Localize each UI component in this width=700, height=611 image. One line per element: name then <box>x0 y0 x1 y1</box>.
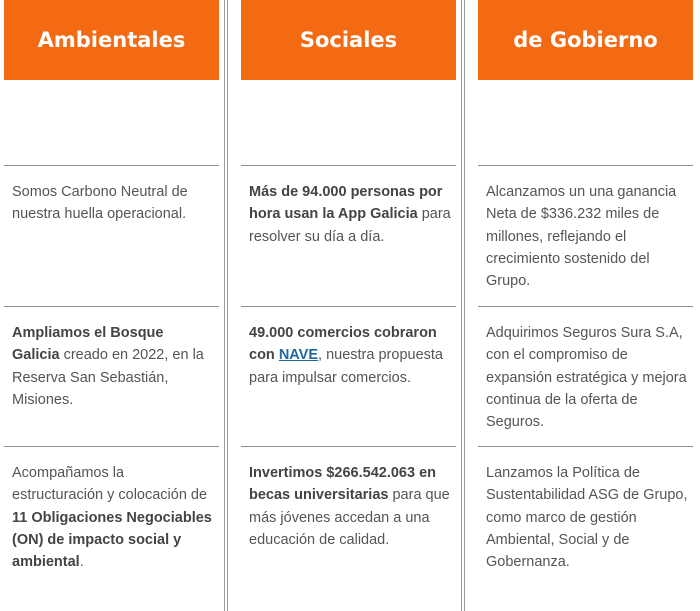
bold-text: Más de 94.000 personas por hora usan la App Galicia <box>249 184 443 223</box>
column-de-gobierno <box>478 0 693 571</box>
cell <box>249 181 452 248</box>
cell-text: Alcanzamos un una ganancia Neta de $336.232 miles de millones, reflejando el crecimiento sostenido del Grupo. <box>486 184 677 290</box>
cell-text: , nuestra propuesta para impulsar comercios. <box>249 347 443 386</box>
row-separator <box>4 306 219 307</box>
cell <box>12 462 215 573</box>
cell-text: Somos Carbono Neutral de nuestra huella operacional. <box>12 184 188 223</box>
row-separator <box>478 165 693 166</box>
bold-text: Invertimos $266.542.063 en becas universitarias <box>249 465 437 504</box>
cell <box>12 322 215 411</box>
cell-text: . <box>79 554 84 571</box>
row-separator <box>241 446 456 447</box>
cell-text: creado en 2022, en la Reserva San Sebastián, Misiones. <box>12 347 204 408</box>
row-separator <box>241 165 456 166</box>
column-header: Sociales <box>241 0 456 80</box>
cell <box>486 181 689 292</box>
cell <box>12 181 215 226</box>
row-separator <box>478 306 693 307</box>
cell-text: para que más jóvenes accedan a una educación de calidad. <box>249 487 450 548</box>
column-ambientales <box>4 0 219 571</box>
column-divider <box>461 0 465 611</box>
column-header: Ambientales <box>4 0 219 80</box>
nave-link[interactable]: NAVE <box>278 347 319 364</box>
cell-text: Lanzamos la Política de Sustentabilidad ASG de Grupo, como marco de gestión Ambiental, Social y de Gobernanza. <box>486 465 688 571</box>
row-separator <box>478 446 693 447</box>
cell-text: para resolver su día a día. <box>249 206 451 245</box>
column-divider <box>224 0 228 611</box>
row-separator <box>241 306 456 307</box>
cell <box>249 462 452 551</box>
cell <box>486 322 689 433</box>
column-header: de Gobierno <box>478 0 693 80</box>
cell <box>486 462 689 573</box>
row-separator <box>4 165 219 166</box>
cell-text: Acompañamos la estructuración y colocación de <box>12 465 208 504</box>
cell <box>249 322 452 389</box>
cell-text: Adquirimos Seguros Sura S.A, con el compromiso de expansión estratégica y mejora continua de la oferta de Seguros. <box>486 325 687 431</box>
row-separator <box>4 446 219 447</box>
bold-text: Ampliamos el Bosque Galicia <box>12 325 164 364</box>
column-sociales <box>241 0 456 548</box>
bold-text: 11 Obligaciones Negociables (ON) de impacto social y ambiental <box>12 509 212 571</box>
bold-text: 49.000 comercios cobraron con <box>249 325 437 364</box>
